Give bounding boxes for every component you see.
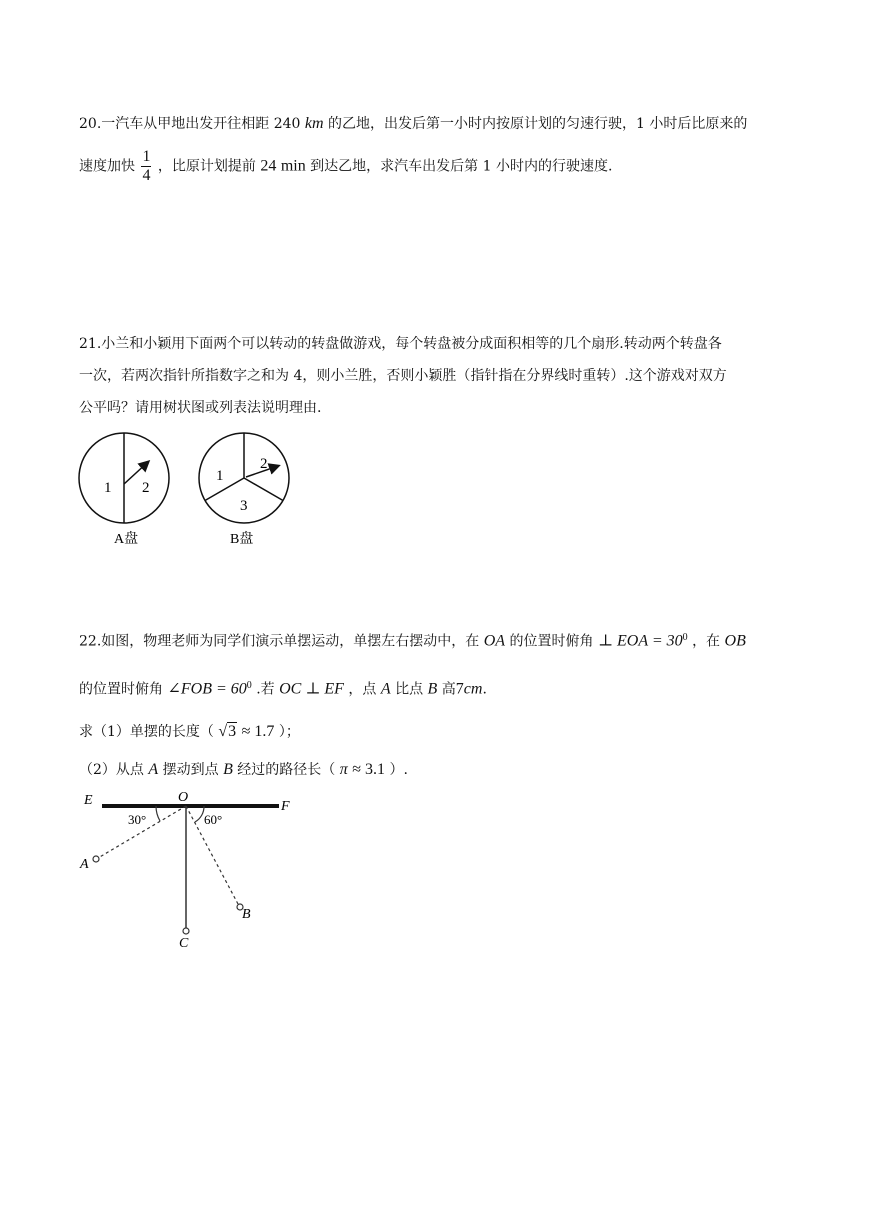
pi-symbol: π [339, 761, 348, 778]
height-value: 7 [455, 680, 464, 698]
unit-cm: cm [463, 680, 483, 698]
point-b: B [223, 761, 233, 778]
fraction-one-quarter [141, 148, 151, 185]
q22-text: 比点 [395, 681, 424, 698]
q22-text: ）； [278, 724, 300, 740]
q22-text: 的位置时俯角 [79, 681, 163, 698]
pendulum-bob-a [93, 856, 99, 862]
q20-text: 的乙地，出发后第一小时内按原计划的匀速行驶，1 小时后比原来的 [328, 116, 748, 132]
segment-oa: OA [483, 632, 506, 650]
q20-text: 20.一汽车从甲地出发开往相距 240 [79, 116, 301, 132]
q20-line-2 [79, 148, 612, 185]
q22-text: ，点 [348, 681, 377, 698]
q22-line-1 [79, 628, 746, 652]
label-b: B [242, 907, 251, 922]
q22-text: 22.如图，物理老师为同学们演示单摆运动，单摆左右摆动中，在 [79, 633, 480, 650]
approx-value: ≈ 1.7 [241, 723, 275, 740]
spinner-b-caption: B盘 [230, 532, 254, 547]
sqrt-three: √3 [218, 723, 237, 740]
q22-text: 的位置时俯角 [509, 633, 594, 650]
q21-line-3: 公平吗？请用树状图或列表法说明理由. [79, 400, 322, 416]
q20-text: 速度加快 [79, 158, 135, 175]
angle-fob: ∠FOB = 60 [167, 680, 247, 698]
angle-eoa: ⊥ EOA = 30 [597, 632, 683, 650]
approx-value: ≈ 3.1 [352, 761, 385, 778]
q22-line-4 [79, 760, 408, 780]
spinner-figure [74, 426, 314, 550]
angle-arc-60 [195, 806, 204, 822]
point-a: A [380, 680, 391, 698]
q22-text: 高 [441, 681, 456, 698]
pendulum-figure [74, 788, 304, 952]
unit-km: km [304, 115, 324, 132]
label-e: E [84, 793, 93, 808]
spinner-a-label-2: 2 [142, 480, 150, 496]
spinner-b-label-1: 1 [216, 468, 224, 484]
degree-mark: 0 [246, 680, 252, 691]
q22-text: 经过的路径长（ [237, 762, 336, 778]
q22-line-2 [79, 676, 487, 700]
degree-mark: 0 [682, 632, 688, 643]
q22-text: . [482, 681, 487, 698]
spinner-a [79, 433, 169, 523]
minutes-value: 24 [260, 157, 277, 175]
spinner-b-label-3: 3 [240, 498, 248, 514]
point-a: A [148, 761, 159, 778]
pendulum-bob-c [183, 928, 189, 934]
fraction-denominator: 4 [142, 167, 151, 184]
q21-line-2: 一次，若两次指针所指数字之和为 4，则小兰胜，否则小颖胜（指针指在分界线时重转）.这个游戏对双方 [79, 368, 727, 384]
segment-ob: OB [724, 632, 746, 650]
unit-min: min [280, 157, 306, 175]
angle-label-60: 60° [204, 812, 223, 827]
q21-line-1: 21.小兰和小颖用下面两个可以转动的转盘做游戏，每个转盘被分成面积相等的几个扇形.转动两个转盘各 [79, 336, 722, 352]
angle-label-30: 30° [128, 812, 147, 827]
q22-text: ）. [389, 762, 408, 778]
q20-text: ，比原计划提前 [157, 158, 256, 175]
label-c: C [179, 936, 189, 951]
spinner-a-caption: A盘 [114, 532, 139, 547]
label-a: A [80, 857, 89, 872]
spinner-b [199, 433, 289, 523]
q22-text: （2）从点 [79, 762, 144, 778]
spinner-a-label-1: 1 [104, 480, 112, 496]
angle-arc-30 [156, 806, 160, 821]
q22-text: 摆动到点 [162, 762, 219, 778]
fraction-numerator: 1 [142, 148, 151, 165]
q22-text: .若 [256, 681, 275, 698]
sqrt-radicand: 3 [228, 723, 237, 740]
q20-line-1 [79, 114, 747, 134]
spinner-b-divider-right [244, 478, 283, 501]
q20-text: 到达乙地，求汽车出发后第 1 小时内的行驶速度. [310, 158, 613, 175]
spinner-b-label-2: 2 [260, 456, 268, 472]
point-b: B [427, 680, 438, 698]
spinner-b-divider-left [205, 478, 244, 501]
q22-text: 求（1）单摆的长度（ [79, 724, 214, 740]
label-o: O [178, 790, 189, 805]
label-f: F [281, 799, 290, 814]
perpendicular-relation: OC ⊥ EF [279, 680, 344, 698]
q22-line-3 [79, 722, 300, 742]
q22-text: ，在 [692, 633, 721, 650]
